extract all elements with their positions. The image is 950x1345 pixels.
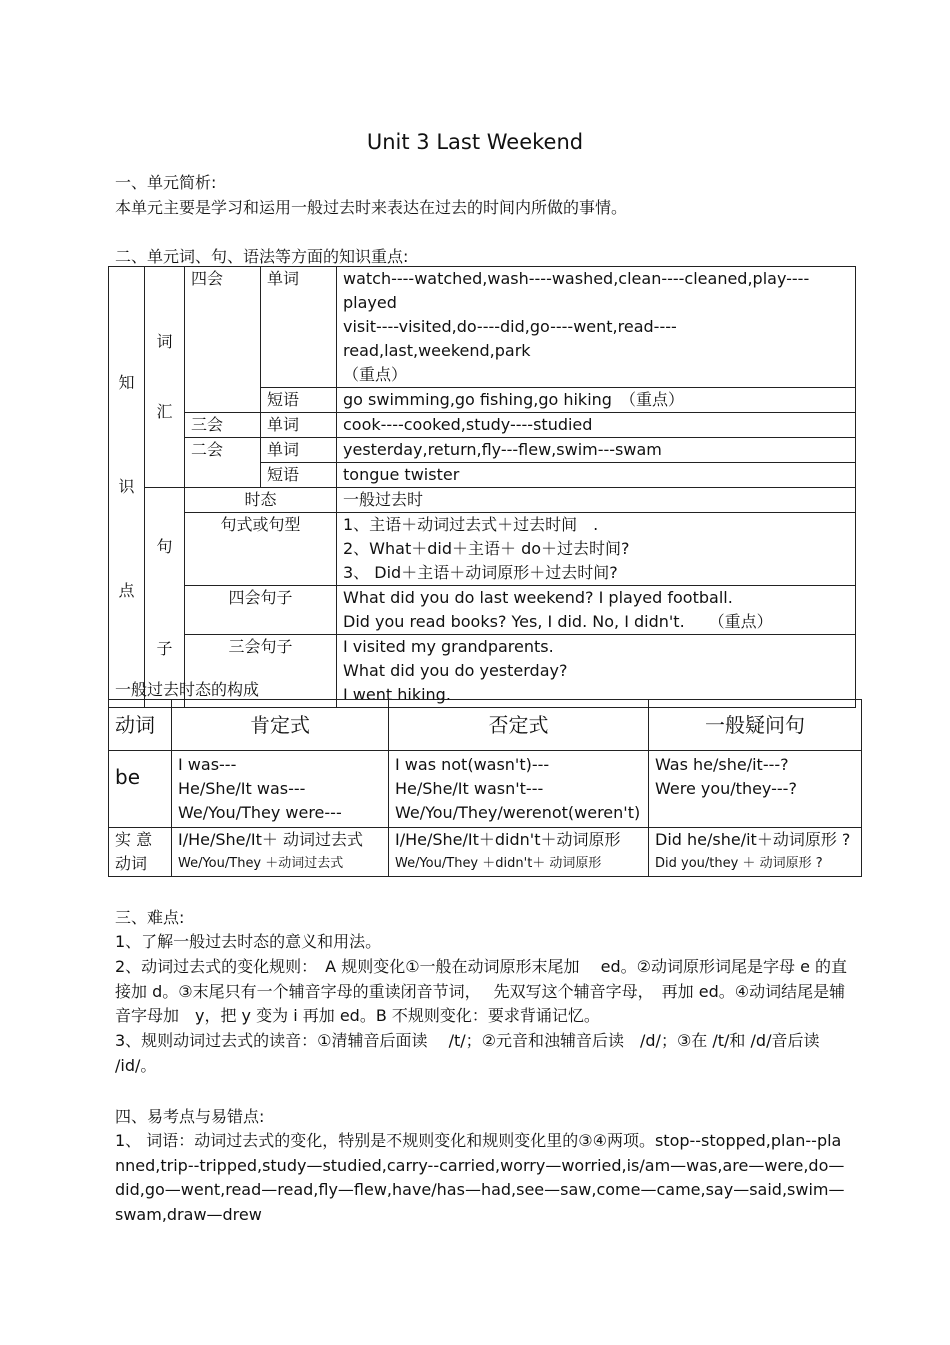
header-affirmative: 肯定式	[172, 700, 389, 751]
be-affirmative: I was--- He/She/It was--- We/You/They were---	[172, 751, 389, 828]
three-sentence-1: I visited my grandparents.	[337, 635, 856, 660]
level-four: 四会	[185, 267, 261, 413]
section-1-text: 本单元主要是学习和运用一般过去时来表达在过去的时间内所做的事情。	[115, 198, 628, 217]
three-sentences-label: 三会句子	[185, 635, 337, 708]
section-3-p2: 2、动词过去式的变化规则： A 规则变化①一般在动词原形末尾加 ed。②动词原形词尾是字母 e 的直接加 d。③末尾只有一个辅音字母的重读闭音节词， 先双写这个辅音字母， 再加 ed。④动词结尾是辅音字母加 y，把 y 变为 i 再加 ed。B 不规则变化：要求背诵记忆。	[115, 957, 848, 1025]
pattern-line1: 1、主语＋动词过去式＋过去时间 .	[337, 513, 856, 538]
section-4-p1: 1、 词语：动词过去式的变化，特别是不规则变化和规则变化里的③④两项。stop--stopped,plan--planned,trip--tripped,study—studied,carry--carried,worry—worried,is/am—was,are—were,do—did,go—went,read—read,fly—flew,have/has—had,see—saw,come—came,say—said,swim—swam,draw—drew	[115, 1131, 845, 1224]
r1-line2: visit----visited,do----did,go----went,read----read,last,weekend,park	[337, 315, 856, 363]
type-phrase-2: 短语	[261, 463, 337, 488]
verb-affirmative: I/He/She/It＋ 动词过去式 We/You/They ＋动词过去式	[172, 828, 389, 877]
tense-content: 一般过去时	[337, 488, 856, 513]
be-question: Was he/she/it---? Were you/they---?	[649, 751, 862, 828]
verb-question: Did he/she/it＋动词原形 ? Did you/they ＋ 动词原形 ?	[649, 828, 862, 877]
section-3-p3: 3、规则动词过去式的读音：①清辅音后面读 /t/；②元音和浊辅音后读 /d/；③在 /t/和 /d/音后读 /id/。	[115, 1031, 820, 1075]
knowledge-table	[108, 266, 856, 708]
sentences-label: 句 子	[145, 488, 185, 708]
grammar-caption: 一般过去时态的构成	[115, 680, 260, 699]
page-title: Unit 3 Last Weekend	[366, 130, 584, 154]
verb-negative: I/He/She/It＋didn't＋动词原形 We/You/They ＋didn't＋ 动词原形	[389, 828, 649, 877]
four-sentence-2: Did you read books? Yes, I did. No, I didn't. （重点）	[337, 610, 856, 635]
three-sentence-3: I went hiking.	[337, 683, 856, 708]
knowledge-points-label: 知 识 点	[109, 267, 145, 708]
pattern-line2: 2、What＋did＋主语＋ do＋过去时间?	[337, 537, 856, 561]
section-3-heading: 三、难点:	[115, 908, 185, 927]
r4-content: yesterday,return,fly---flew,swim---swam	[337, 438, 856, 463]
type-phrase: 短语	[261, 388, 337, 413]
header-question: 一般疑问句	[649, 700, 862, 751]
section-1-heading: 一、单元简析:	[115, 173, 217, 192]
pattern-label: 句式或句型	[185, 513, 337, 586]
r1-line1: watch----watched,wash----washed,clean----cleaned,play----played	[337, 267, 856, 316]
verb-label: 实 意 动词	[109, 828, 172, 877]
three-sentence-2: What did you do yesterday?	[337, 659, 856, 683]
tense-label: 时态	[185, 488, 337, 513]
type-word: 单词	[261, 267, 337, 388]
pattern-line3: 3、 Did＋主语＋动词原形＋过去时间?	[337, 561, 856, 586]
section-4-heading: 四、易考点与易错点:	[115, 1107, 265, 1126]
r3-content: cook----cooked,study----studied	[337, 413, 856, 438]
four-sentence-1: What did you do last weekend? I played football.	[337, 586, 856, 611]
r5-content: tongue twister	[337, 463, 856, 488]
r2-content: go swimming,go fishing,go hiking （重点）	[337, 388, 856, 413]
grammar-table	[108, 699, 862, 877]
vocabulary-label: 词 汇	[145, 267, 185, 488]
be-negative: I was not(wasn't)--- He/She/It wasn't--- We/You/They/werenot(weren't)	[389, 751, 649, 828]
type-word-3: 单词	[261, 438, 337, 463]
type-word-2: 单词	[261, 413, 337, 438]
header-verb: 动词	[109, 700, 172, 751]
header-negative: 否定式	[389, 700, 649, 751]
r1-line3: （重点）	[337, 363, 856, 388]
be-label: be	[109, 751, 172, 828]
level-two: 二会	[185, 438, 261, 488]
level-three: 三会	[185, 413, 261, 438]
section-2-heading: 二、单元词、句、语法等方面的知识重点:	[115, 247, 409, 266]
four-sentences-label: 四会句子	[185, 586, 337, 635]
section-3-p1: 1、了解一般过去时态的意义和用法。	[115, 932, 382, 951]
